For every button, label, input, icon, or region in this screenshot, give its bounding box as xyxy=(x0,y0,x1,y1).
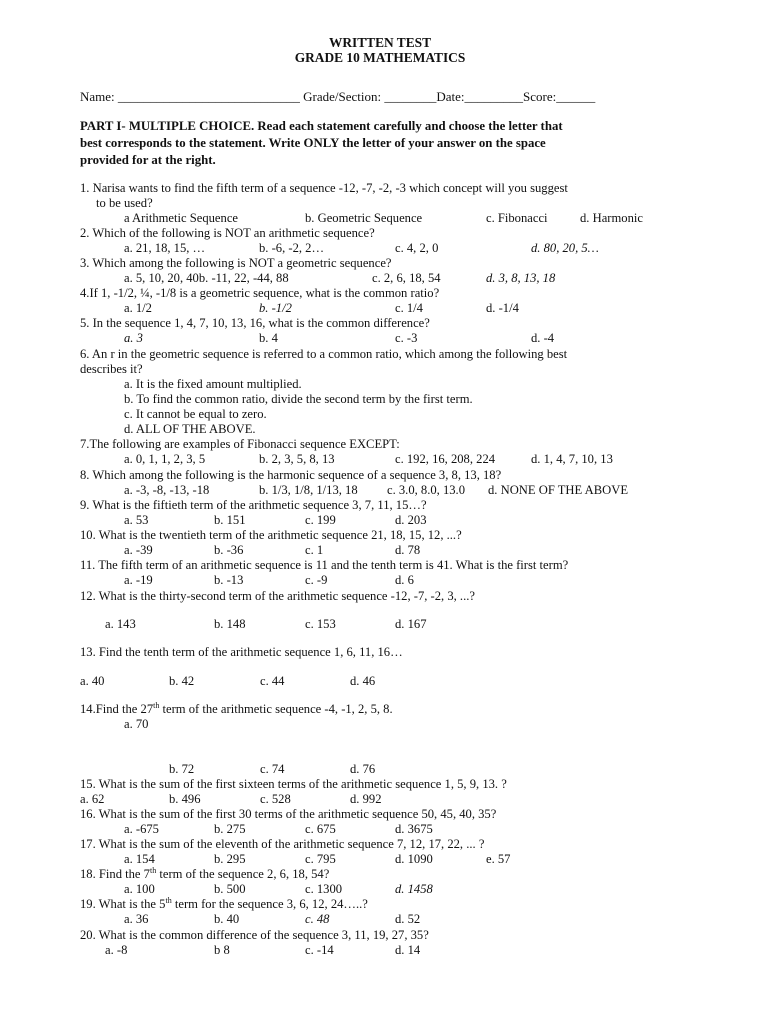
option-c: c. 528 xyxy=(260,792,291,806)
option-b: b. -13 xyxy=(214,573,244,587)
option-a: a Arithmetic Sequence xyxy=(124,211,239,225)
question-13-text: 13. Find the tenth term of the arithmetic sequence 1, 6, 11, 16… xyxy=(80,645,403,659)
option-c: c. 1/4 xyxy=(395,301,423,315)
question-12-text: 12. What is the thirty-second term of the arithmetic sequence -12, -7, -2, 3, ...? xyxy=(80,589,475,603)
option-a: a. 1/2 xyxy=(124,301,152,315)
question-14-option-a: a. 70 xyxy=(124,717,149,731)
question-1-text: 1. Narisa wants to find the fifth term of a sequence -12, -7, -2, -3 which concept will you suggest xyxy=(80,181,568,195)
question-6-option-a: a. It is the fixed amount multiplied. xyxy=(124,377,302,391)
option-b: b. 295 xyxy=(214,852,246,866)
option-c: c. 192, 16, 208, 224 xyxy=(395,452,496,466)
option-c: c. 795 xyxy=(305,852,336,866)
question-16-text: 16. What is the sum of the first 30 terms of the arithmetic sequence 50, 45, 40, 35? xyxy=(80,807,497,821)
question-6-text-cont: describes it? xyxy=(80,362,143,376)
option-b: b. 151 xyxy=(214,513,246,527)
option-b: b. -6, -2, 2… xyxy=(259,241,325,255)
option-b: b. 275 xyxy=(214,822,246,836)
option-d: d. 80, 20, 5… xyxy=(531,241,599,255)
option-c: c. 48 xyxy=(305,912,330,926)
question-4-text: 4.If 1, -1/2, ¼, -1/8 is a geometric sequence, what is the common ratio? xyxy=(80,286,440,300)
option-d: d. Harmonic xyxy=(580,211,643,225)
option-c: c. -3 xyxy=(395,331,418,345)
question-15-text: 15. What is the sum of the first sixteen terms of the arithmetic sequence 1, 5, 9, 13. ? xyxy=(80,777,507,791)
option-a: a. 100 xyxy=(124,882,155,896)
option-d: d. 76 xyxy=(350,762,376,776)
option-a: a. -19 xyxy=(124,573,153,587)
option-d: d. 78 xyxy=(395,543,421,557)
question-9-text: 9. What is the fiftieth term of the arithmetic sequence 3, 7, 11, 15…? xyxy=(80,498,427,512)
question-20-text: 20. What is the common difference of the sequence 3, 11, 19, 27, 35? xyxy=(80,928,429,942)
option-d: d. 1, 4, 7, 10, 13 xyxy=(531,452,613,466)
option-d: d. 52 xyxy=(395,912,421,926)
option-b: b. 72 xyxy=(169,762,195,776)
option-b: b. 496 xyxy=(169,792,201,806)
option-a-b: a. 5, 10, 20, 40b. -11, 22, -44, 88 xyxy=(124,271,289,285)
instructions-line-2: best corresponds to the statement. Write ONLY the letter of your answer on the space xyxy=(80,136,546,150)
option-b: b. 1/3, 1/8, 1/13, 18 xyxy=(259,483,358,497)
option-b: b. -36 xyxy=(214,543,244,557)
option-c: c. 1300 xyxy=(305,882,343,896)
option-b: b. 42 xyxy=(169,674,195,688)
option-d: d. 3675 xyxy=(395,822,433,836)
option-a: a. -8 xyxy=(105,943,128,957)
option-c: c. 44 xyxy=(260,674,285,688)
option-d: d. 3, 8, 13, 18 xyxy=(486,271,556,285)
question-6-option-d: d. ALL OF THE ABOVE. xyxy=(124,422,256,436)
option-a: a. 62 xyxy=(80,792,105,806)
option-c: c. 153 xyxy=(305,617,336,631)
question-11-text: 11. The fifth term of an arithmetic sequence is 11 and the tenth term is 41. What is the first term? xyxy=(80,558,569,572)
option-c: c. 2, 6, 18, 54 xyxy=(372,271,441,285)
option-b: b 8 xyxy=(214,943,230,957)
question-3-text: 3. Which among the following is NOT a geometric sequence? xyxy=(80,256,392,270)
option-a: a. -675 xyxy=(124,822,159,836)
question-2-text: 2. Which of the following is NOT an arithmetic sequence? xyxy=(80,226,375,240)
option-c: c. 3.0, 8.0, 13.0 xyxy=(387,483,466,497)
option-c: c. Fibonacci xyxy=(486,211,548,225)
instructions-line-1: PART I- MULTIPLE CHOICE. Read each statement carefully and choose the letter that xyxy=(80,119,563,133)
student-info-line: Name: ____________________________ Grade/Section: ________Date:_________Score:______ xyxy=(80,89,596,104)
option-c: c. 4, 2, 0 xyxy=(395,241,439,255)
option-d: d. -4 xyxy=(531,331,555,345)
option-d: d. 203 xyxy=(395,513,427,527)
question-14-text: 14.Find the 27th term of the arithmetic sequence -4, -1, 2, 5, 8. xyxy=(80,700,393,716)
option-c: c. 675 xyxy=(305,822,336,836)
option-a: a. 0, 1, 1, 2, 3, 5 xyxy=(124,452,206,466)
option-d: d. 1090 xyxy=(395,852,433,866)
option-d: d. 46 xyxy=(350,674,376,688)
option-a: a. 143 xyxy=(105,617,136,631)
option-a: a. 40 xyxy=(80,674,105,688)
option-d: d. 1458 xyxy=(395,882,433,896)
option-b: b. 40 xyxy=(214,912,240,926)
question-17-text: 17. What is the sum of the eleventh of the arithmetic sequence 7, 12, 17, 22, ... ? xyxy=(80,837,485,851)
question-18-text: 18. Find the 7th term of the sequence 2, 6, 18, 54? xyxy=(80,865,330,881)
question-19-text: 19. What is the 5th term for the sequence 3, 6, 12, 24…..? xyxy=(80,895,368,911)
option-a: a. 154 xyxy=(124,852,155,866)
option-c: c. 1 xyxy=(305,543,324,557)
test-title: WRITTEN TEST xyxy=(328,35,432,50)
option-b: b. 4 xyxy=(259,331,278,345)
instructions-line-3: provided for at the right. xyxy=(80,153,216,167)
option-c: c. 199 xyxy=(305,513,336,527)
question-1-text-cont: to be used? xyxy=(96,196,153,210)
test-subtitle: GRADE 10 MATHEMATICS xyxy=(294,50,466,65)
option-b: b. 500 xyxy=(214,882,246,896)
option-a: a. -3, -8, -13, -18 xyxy=(124,483,210,497)
question-8-text: 8. Which among the following is the harmonic sequence of a sequence 3, 8, 13, 18? xyxy=(80,468,502,482)
option-d: d. NONE OF THE ABOVE xyxy=(488,483,629,497)
option-a: a. 36 xyxy=(124,912,149,926)
question-5-text: 5. In the sequence 1, 4, 7, 10, 13, 16, what is the common difference? xyxy=(80,316,430,330)
option-d: d. -1/4 xyxy=(486,301,519,315)
option-b: b. Geometric Sequence xyxy=(305,211,423,225)
question-7-text: 7.The following are examples of Fibonacci sequence EXCEPT: xyxy=(80,437,400,451)
option-b: b. 148 xyxy=(214,617,246,631)
question-10-text: 10. What is the twentieth term of the arithmetic sequence 21, 18, 15, 12, ...? xyxy=(80,528,462,542)
option-d: d. 167 xyxy=(395,617,427,631)
option-b: b. -1/2 xyxy=(259,301,292,315)
question-6-option-b: b. To find the common ratio, divide the second term by the first term. xyxy=(124,392,473,406)
option-d: d. 14 xyxy=(395,943,421,957)
option-a: a. 3 xyxy=(124,331,143,345)
option-c: c. 74 xyxy=(260,762,285,776)
option-b: b. 2, 3, 5, 8, 13 xyxy=(259,452,335,466)
option-c: c. -9 xyxy=(305,573,328,587)
option-a: a. 21, 18, 15, … xyxy=(124,241,206,255)
option-d: d. 992 xyxy=(350,792,382,806)
question-6-option-c: c. It cannot be equal to zero. xyxy=(124,407,267,421)
option-e: e. 57 xyxy=(486,852,511,866)
option-d: d. 6 xyxy=(395,573,414,587)
question-6-text: 6. An r in the geometric sequence is referred to a common ratio, which among the following best xyxy=(80,347,568,361)
option-a: a. 53 xyxy=(124,513,149,527)
option-c: c. -14 xyxy=(305,943,334,957)
option-a: a. -39 xyxy=(124,543,153,557)
